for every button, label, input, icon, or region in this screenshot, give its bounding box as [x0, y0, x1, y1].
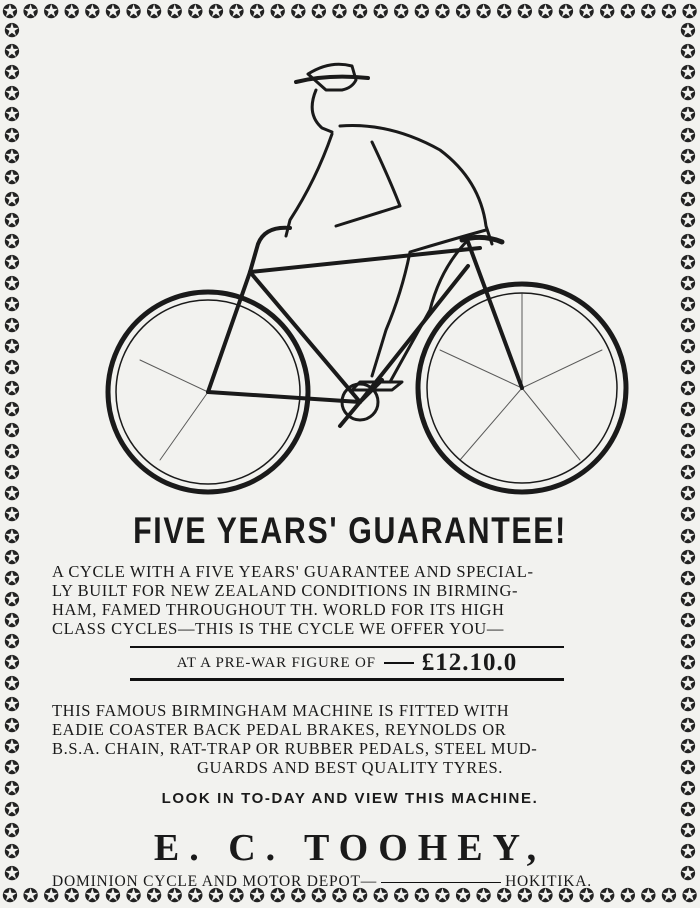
- star-rosette-icon: ✪: [4, 695, 20, 716]
- star-rosette-icon: ✪: [2, 1, 18, 23]
- star-rosette-icon: ✪: [393, 1, 410, 23]
- star-rosette-icon: ✪: [4, 863, 20, 884]
- star-rosette-icon: ✪: [4, 231, 20, 253]
- star-rosette-icon: ✪: [680, 610, 696, 632]
- star-rosette-icon: ✪: [4, 22, 20, 42]
- star-rosette-icon: ✪: [22, 1, 39, 23]
- star-rosette-icon: ✪: [269, 885, 286, 907]
- star-rosette-icon: ✪: [4, 84, 20, 106]
- depot-rule: [381, 882, 501, 883]
- merchant-name: E. C. TOOHEY,: [153, 827, 547, 869]
- star-rosette-icon: ✪: [475, 1, 492, 23]
- star-rosette-icon: ✪: [2, 885, 18, 907]
- star-rosette-icon: ✪: [680, 673, 696, 695]
- star-rosette-icon: ✪: [680, 652, 696, 674]
- star-rosette-icon: ✪: [4, 189, 20, 211]
- paragraph-line: EADIE COASTER BACK PEDAL BRAKES, REYNOLDS OR: [52, 720, 507, 739]
- star-rosette-icon: ✪: [680, 189, 696, 211]
- star-rosette-icon: ✪: [640, 885, 657, 907]
- star-rosette-icon: ✪: [249, 885, 266, 907]
- star-rosette-icon: ✪: [4, 126, 20, 148]
- star-rosette-icon: ✪: [496, 885, 513, 907]
- price-label: AT A PRE-WAR FIGURE OF: [176, 654, 376, 671]
- star-rosette-icon: ✪: [4, 147, 20, 169]
- star-rosette-icon: ✪: [269, 1, 286, 23]
- star-rosette-icon: ✪: [372, 1, 389, 23]
- star-rosette-icon: ✪: [680, 863, 696, 884]
- star-rosette-icon: ✪: [680, 126, 696, 148]
- star-rosette-icon: ✪: [413, 1, 430, 23]
- star-rosette-icon: ✪: [680, 737, 696, 759]
- paragraph-line: A CYCLE WITH A FIVE YEARS' GUARANTEE AND SPECIAL-: [52, 562, 534, 581]
- star-rosette-icon: ✪: [290, 1, 307, 23]
- star-rosette-icon: ✪: [4, 463, 20, 485]
- depot-dash: —: [360, 873, 378, 890]
- star-rosette-icon: ✪: [680, 168, 696, 190]
- star-rosette-icon: ✪: [680, 84, 696, 106]
- star-rosette-icon: ✪: [43, 885, 60, 907]
- star-rosette-icon: ✪: [4, 442, 20, 464]
- star-rosette-icon: ✪: [4, 168, 20, 190]
- star-rosette-icon: ✪: [680, 821, 696, 843]
- star-rosette-icon: ✪: [63, 885, 80, 907]
- paragraph-line: B.S.A. CHAIN, RAT-TRAP OR RUBBER PEDALS, STEEL MUD-: [52, 739, 538, 758]
- star-rosette-icon: ✪: [104, 1, 121, 23]
- star-rosette-icon: ✪: [681, 1, 698, 23]
- description-paragraph: [52, 562, 648, 638]
- star-rosette-icon: ✪: [393, 885, 410, 907]
- star-rosette-icon: ✪: [413, 885, 430, 907]
- star-rosette-icon: ✪: [22, 885, 39, 907]
- star-rosette-icon: ✪: [4, 484, 20, 506]
- star-rosette-icon: ✪: [207, 1, 224, 23]
- advertisement: [30, 24, 670, 890]
- star-rosette-icon: ✪: [372, 885, 389, 907]
- depot-line: [52, 873, 670, 891]
- star-rosette-icon: ✪: [599, 1, 616, 23]
- call-to-action: LOOK IN TO-DAY AND VIEW THIS MACHINE.: [161, 790, 539, 807]
- star-rosette-icon: ✪: [4, 589, 20, 611]
- star-rosette-icon: ✪: [680, 315, 696, 337]
- star-rosette-icon: ✪: [331, 1, 348, 23]
- star-rosette-icon: ✪: [640, 1, 657, 23]
- star-rosette-icon: ✪: [4, 421, 20, 443]
- star-rosette-icon: ✪: [680, 800, 696, 822]
- star-rosette-icon: ✪: [681, 885, 698, 907]
- star-rosette-icon: ✪: [43, 1, 60, 23]
- star-rosette-icon: ✪: [4, 568, 20, 590]
- star-rosette-icon: ✪: [166, 1, 183, 23]
- paragraph-line: GUARDS AND BEST QUALITY TYRES.: [196, 758, 503, 777]
- star-rosette-icon: ✪: [4, 358, 20, 379]
- star-rosette-icon: ✪: [352, 1, 369, 23]
- star-rosette-icon: ✪: [187, 885, 204, 907]
- star-rosette-icon: ✪: [680, 526, 696, 548]
- star-rosette-icon: ✪: [4, 673, 20, 695]
- star-rosette-icon: ✪: [680, 294, 696, 316]
- star-rosette-icon: ✪: [4, 800, 20, 822]
- star-rosette-icon: ✪: [4, 336, 20, 358]
- star-rosette-icon: ✪: [4, 737, 20, 759]
- star-rosette-icon: ✪: [63, 1, 80, 23]
- star-rosette-icon: ✪: [310, 885, 327, 907]
- star-rosette-icon: ✪: [680, 42, 696, 64]
- star-rosette-icon: ✪: [680, 273, 696, 295]
- star-rosette-icon: ✪: [4, 42, 20, 64]
- star-rosette-icon: ✪: [680, 779, 696, 801]
- star-rosette-icon: ✪: [4, 294, 20, 316]
- star-rosette-icon: ✪: [496, 1, 513, 23]
- star-rosette-icon: ✪: [4, 779, 20, 801]
- star-rosette-icon: ✪: [578, 885, 595, 907]
- star-rosette-icon: ✪: [680, 22, 696, 42]
- star-rosette-icon: ✪: [4, 652, 20, 674]
- star-rosette-icon: ✪: [680, 400, 696, 422]
- star-rosette-icon: ✪: [680, 695, 696, 716]
- star-rosette-icon: ✪: [516, 885, 533, 907]
- headline: FIVE YEARS' GUARANTEE!: [133, 510, 567, 551]
- star-rosette-icon: ✪: [680, 568, 696, 590]
- star-rosette-icon: ✪: [125, 1, 142, 23]
- star-rosette-icon: ✪: [4, 105, 20, 127]
- star-rosette-icon: ✪: [207, 885, 224, 907]
- star-rosette-icon: ✪: [249, 1, 266, 23]
- star-rosette-icon: ✪: [680, 842, 696, 864]
- star-rosette-icon: ✪: [434, 1, 451, 23]
- star-rosette-icon: ✪: [146, 885, 163, 907]
- features-paragraph: [52, 701, 648, 777]
- star-rosette-icon: ✪: [516, 1, 533, 23]
- star-rosette-icon: ✪: [455, 885, 471, 907]
- star-rosette-icon: ✪: [680, 63, 696, 85]
- star-rosette-icon: ✪: [146, 1, 163, 23]
- star-rosette-icon: ✪: [680, 210, 696, 232]
- star-rosette-icon: ✪: [228, 885, 245, 907]
- star-rosette-icon: ✪: [680, 631, 696, 653]
- star-rosette-icon: ✪: [166, 885, 183, 907]
- star-rosette-icon: ✪: [4, 252, 20, 274]
- star-rosette-icon: ✪: [4, 842, 20, 864]
- star-rosette-icon: ✪: [537, 1, 554, 23]
- depot-town: HOKITIKA.: [505, 873, 592, 890]
- border-right: [676, 22, 700, 884]
- star-rosette-icon: ✪: [4, 63, 20, 85]
- star-rosette-icon: ✪: [187, 1, 204, 23]
- price-box: [130, 646, 564, 681]
- star-rosette-icon: ✪: [680, 463, 696, 485]
- star-rosette-icon: ✪: [680, 231, 696, 253]
- star-rosette-icon: ✪: [537, 885, 554, 907]
- star-rosette-icon: ✪: [619, 885, 636, 907]
- star-rosette-icon: ✪: [4, 526, 20, 548]
- star-rosette-icon: ✪: [4, 716, 20, 738]
- star-rosette-icon: ✪: [680, 758, 696, 780]
- star-rosette-icon: ✪: [290, 885, 307, 907]
- star-rosette-icon: ✪: [125, 885, 142, 907]
- star-rosette-icon: ✪: [661, 885, 677, 907]
- price-dash: [384, 662, 414, 664]
- star-rosette-icon: ✪: [680, 147, 696, 169]
- star-rosette-icon: ✪: [680, 716, 696, 738]
- border-top: [0, 0, 700, 24]
- star-rosette-icon: ✪: [599, 885, 616, 907]
- star-rosette-icon: ✪: [680, 421, 696, 443]
- star-rosette-icon: ✪: [455, 1, 471, 23]
- price-value: £12.10.0: [421, 649, 518, 676]
- star-rosette-icon: ✪: [558, 885, 574, 907]
- star-rosette-icon: ✪: [4, 315, 20, 337]
- star-rosette-icon: ✪: [4, 631, 20, 653]
- star-rosette-icon: ✪: [310, 1, 327, 23]
- star-rosette-icon: ✪: [680, 379, 696, 401]
- star-rosette-icon: ✪: [434, 885, 451, 907]
- star-rosette-icon: ✪: [661, 1, 677, 23]
- star-rosette-icon: ✪: [84, 885, 101, 907]
- star-rosette-icon: ✪: [680, 505, 696, 527]
- star-rosette-icon: ✪: [680, 336, 696, 358]
- star-rosette-icon: ✪: [475, 885, 492, 907]
- paragraph-line: LY BUILT FOR NEW ZEALAND CONDITIONS IN BIRMING-: [52, 581, 519, 600]
- star-rosette-icon: ✪: [331, 885, 348, 907]
- paragraph-line: THIS FAMOUS BIRMINGHAM MACHINE IS FITTED WITH: [52, 701, 510, 720]
- star-rosette-icon: ✪: [680, 484, 696, 506]
- paragraph-line: HAM, FAMED THROUGHOUT TH. WORLD FOR ITS HIGH: [52, 600, 505, 619]
- star-rosette-icon: ✪: [4, 505, 20, 527]
- star-rosette-icon: ✪: [4, 758, 20, 780]
- star-rosette-icon: ✪: [680, 105, 696, 127]
- star-rosette-icon: ✪: [4, 210, 20, 232]
- paragraph-line: CLASS CYCLES—THIS IS THE CYCLE WE OFFER YOU—: [52, 619, 504, 638]
- star-rosette-icon: ✪: [4, 273, 20, 295]
- star-rosette-icon: ✪: [558, 1, 574, 23]
- star-rosette-icon: ✪: [84, 1, 101, 23]
- star-rosette-icon: ✪: [680, 442, 696, 464]
- star-rosette-icon: ✪: [680, 358, 696, 379]
- star-rosette-icon: ✪: [680, 589, 696, 611]
- star-rosette-icon: ✪: [578, 1, 595, 23]
- star-rosette-icon: ✪: [619, 1, 636, 23]
- star-rosette-icon: ✪: [352, 885, 369, 907]
- star-rosette-icon: ✪: [4, 610, 20, 632]
- star-rosette-icon: ✪: [228, 1, 245, 23]
- star-rosette-icon: ✪: [104, 885, 121, 907]
- star-rosette-icon: ✪: [680, 252, 696, 274]
- star-rosette-icon: ✪: [680, 547, 696, 569]
- star-rosette-icon: ✪: [4, 821, 20, 843]
- star-rosette-icon: ✪: [4, 379, 20, 401]
- border-left: [0, 22, 24, 884]
- star-rosette-icon: ✪: [4, 547, 20, 569]
- man-riding-bicycle-icon: [90, 30, 630, 500]
- depot-name: DOMINION CYCLE AND MOTOR DEPOT: [52, 873, 361, 890]
- star-rosette-icon: ✪: [4, 400, 20, 422]
